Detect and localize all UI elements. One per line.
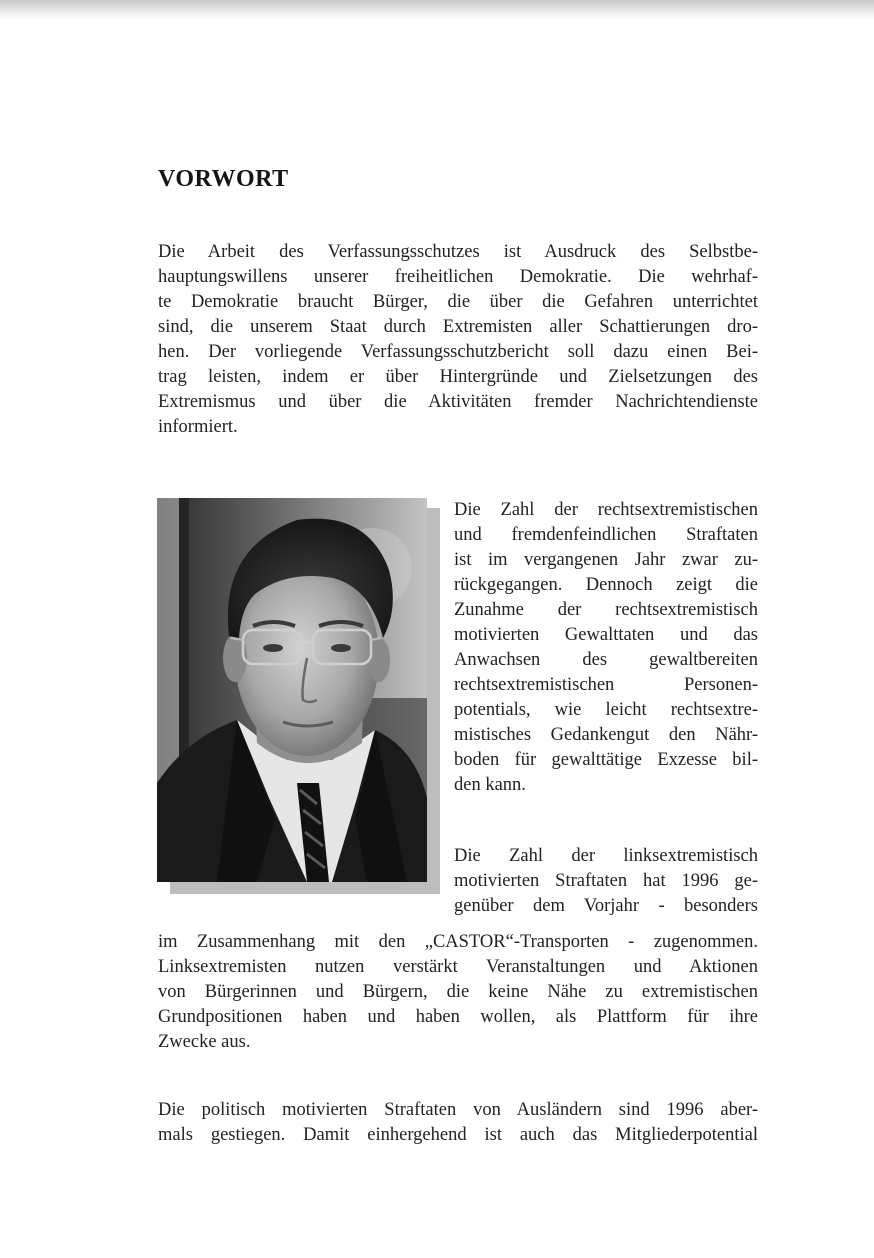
column-line: Zunahme der rechtsextremistisch	[454, 600, 758, 620]
intro-line: informiert.	[158, 417, 238, 437]
page-title: VORWORT	[158, 166, 289, 192]
column-line: boden für gewalttätige Exzesse bil-	[454, 750, 758, 770]
column-line: motivierten Straftaten hat 1996 ge-	[454, 871, 758, 891]
intro-line: sind, die unserem Staat durch Extremisten aller Schattierungen dro-	[158, 317, 758, 337]
intro-line: hen. Der vorliegende Verfassungsschutzbericht soll dazu einen Bei-	[158, 342, 758, 362]
column-line: den kann.	[454, 775, 526, 795]
column-line: mistisches Gedankengut den Nähr-	[454, 725, 758, 745]
intro-line: Extremismus und über die Aktivitäten fremder Nachrichtendienste	[158, 392, 758, 412]
column-line: ist im vergangenen Jahr zwar zu-	[454, 550, 758, 570]
last-line: mals gestiegen. Damit einhergehend ist auch das Mitgliederpotential	[158, 1125, 758, 1145]
column-line: Die Zahl der rechtsextremistischen	[454, 500, 758, 520]
continued-line: Zwecke aus.	[158, 1032, 251, 1052]
column-line: Die Zahl der linksextremistisch	[454, 846, 758, 866]
column-line: und fremdenfeindlichen Straftaten	[454, 525, 758, 545]
continued-line: Grundpositionen haben und haben wollen, als Plattform für ihre	[158, 1007, 758, 1027]
intro-line: te Demokratie braucht Bürger, die über die Gefahren unterrichtet	[158, 292, 758, 312]
column-line: rückgegangen. Dennoch zeigt die	[454, 575, 758, 595]
portrait-photo	[157, 498, 427, 882]
column-line: motivierten Gewalttaten und das	[454, 625, 758, 645]
intro-line: Die Arbeit des Verfassungsschutzes ist Ausdruck des Selbstbe-	[158, 242, 758, 262]
column-line: genüber dem Vorjahr - besonders	[454, 896, 758, 916]
continued-line: im Zusammenhang mit den „CASTOR“-Transporten - zugenommen.	[158, 932, 758, 952]
column-line: rechtsextremistischen Personen-	[454, 675, 758, 695]
column-line: Anwachsen des gewaltbereiten	[454, 650, 758, 670]
continued-line: Linksextremisten nutzen verstärkt Veranstaltungen und Aktionen	[158, 957, 758, 977]
last-line: Die politisch motivierten Straftaten von Ausländern sind 1996 aber-	[158, 1100, 758, 1120]
scan-edge-shadow	[0, 0, 874, 20]
column-line: potentials, wie leicht rechtsextre-	[454, 700, 758, 720]
intro-line: trag leisten, indem er über Hintergründe und Zielsetzungen des	[158, 367, 758, 387]
intro-line: hauptungswillens unserer freiheitlichen Demokratie. Die wehrhaf-	[158, 267, 758, 287]
continued-line: von Bürgerinnen und Bürgern, die keine Nähe zu extremistischen	[158, 982, 758, 1002]
